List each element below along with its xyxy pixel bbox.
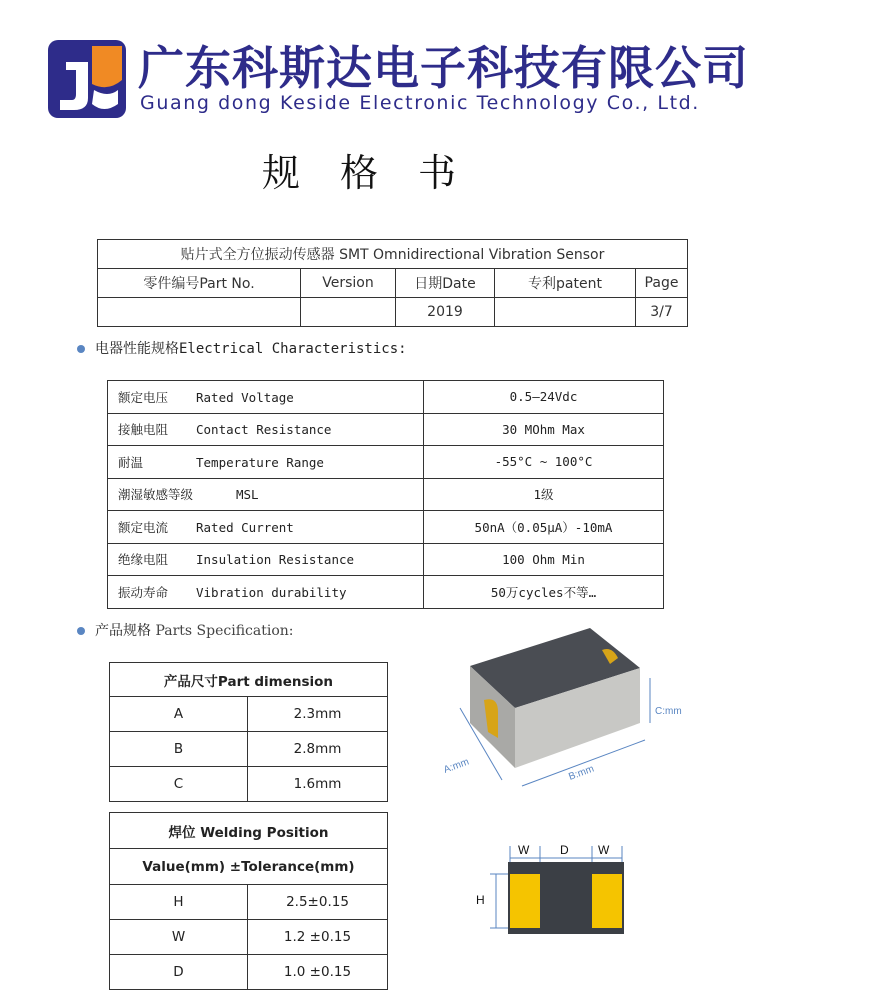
document-title: 规格书: [262, 151, 497, 195]
value-patent: [495, 298, 636, 327]
table-row: W 1.2 ±0.15: [110, 920, 388, 955]
table-row: [108, 543, 664, 576]
row-label-cn: 耐温: [118, 454, 144, 470]
welding-title: 焊位 Welding Position: [110, 813, 388, 849]
table-row: D 1.0 ±0.15: [110, 955, 388, 990]
table-row: [108, 413, 664, 446]
dim-label-a: A:mm: [442, 756, 471, 776]
pad-layout-illustration: [470, 838, 630, 938]
row-value: 0.5—24Vdc: [424, 381, 664, 414]
header-date: 日期Date: [396, 269, 495, 298]
row-label-cn: 接触电阻: [118, 422, 169, 438]
table-row: H 2.5±0.15: [110, 885, 388, 920]
header-part-no: 零件编号Part No.: [98, 269, 301, 298]
product-info-table: [97, 239, 688, 327]
electrical-heading: 电器性能规格Electrical Characteristics:: [77, 338, 407, 358]
dimension-table: [109, 662, 388, 802]
row-label-cn: 额定电压: [118, 389, 169, 405]
bullet-icon: [77, 627, 85, 635]
row-value: 50万cycles不等…: [424, 576, 664, 609]
electrical-table: [107, 380, 664, 609]
row-label-cn: 潮湿敏感等级: [118, 487, 194, 503]
value-version: [301, 298, 396, 327]
company-name-en: Guang dong Keside Electronic Technology Co., Ltd.: [140, 92, 700, 114]
header-patent: 专利patent: [495, 269, 636, 298]
row-value: 30 MOhm Max: [424, 413, 664, 446]
dim-label-b: B:mm: [567, 763, 596, 783]
sensor-3d-illustration: [440, 628, 700, 798]
table-row: [108, 511, 664, 544]
header-version: Version: [301, 269, 396, 298]
pad-label-w2: W: [598, 843, 610, 857]
pad-label-h: H: [476, 893, 485, 907]
company-logo: [48, 40, 126, 118]
header-page: Page: [636, 269, 688, 298]
dimension-title: 产品尺寸Part dimension: [110, 663, 388, 697]
dim-label-c: C:mm: [655, 706, 682, 717]
bullet-icon: [77, 345, 85, 353]
row-label-en: MSL: [236, 487, 259, 503]
table-row: C 1.6mm: [110, 767, 388, 802]
welding-subtitle: Value(mm) ±Tolerance(mm): [110, 849, 388, 885]
row-label-en: Insulation Resistance: [196, 552, 355, 568]
value-date: 2019: [396, 298, 495, 327]
row-value: 100 Ohm Min: [424, 543, 664, 576]
row-label-en: Temperature Range: [196, 454, 324, 470]
value-page: 3/7: [636, 298, 688, 327]
table-row: [108, 446, 664, 479]
table-row: [108, 576, 664, 609]
row-label-en: Vibration durability: [196, 584, 347, 600]
row-label-cn: 绝缘电阻: [118, 552, 169, 568]
value-part-no: [98, 298, 301, 327]
table-row: A 2.3mm: [110, 697, 388, 732]
row-value: 50nA（0.05μA）-10mA: [424, 511, 664, 544]
row-label-en: Rated Current: [196, 519, 294, 535]
row-value: 1级: [424, 478, 664, 511]
table-row: [108, 381, 664, 414]
welding-table: [109, 812, 388, 990]
table-row: B 2.8mm: [110, 732, 388, 767]
pad-label-w1: W: [518, 843, 530, 857]
row-label-en: Rated Voltage: [196, 389, 294, 405]
row-label-cn: 额定电流: [118, 519, 169, 535]
product-title: 贴片式全方位振动传感器 SMT Omnidirectional Vibration Sensor: [98, 240, 688, 269]
row-label-en: Contact Resistance: [196, 422, 332, 438]
parts-heading: 产品规格 Parts Specification:: [77, 620, 294, 640]
row-value: -55°C ~ 100°C: [424, 446, 664, 479]
company-name-cn: 广东科斯达电子科技有限公司: [138, 41, 749, 95]
row-label-cn: 振动寿命: [118, 584, 169, 600]
table-row: [108, 478, 664, 511]
pad-label-d: D: [560, 843, 569, 857]
